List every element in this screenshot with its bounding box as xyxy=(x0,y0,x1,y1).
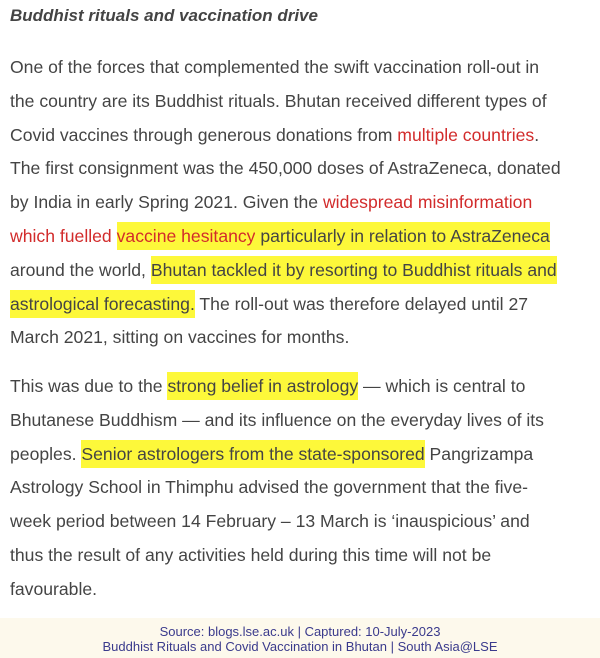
text-segment: thus the result of any activities held during this time will not be xyxy=(10,544,492,565)
text-segment: Bhutanese Buddhism — and its influence on the everyday lives of its xyxy=(10,409,544,430)
text-segment: favourable. xyxy=(10,578,98,599)
text-line xyxy=(10,438,544,472)
text-line xyxy=(10,51,561,85)
section-heading: Buddhist rituals and vaccination drive xyxy=(10,6,318,25)
text-line xyxy=(10,321,561,355)
source-caption: Source: blogs.lse.ac.uk | Captured: 10-July-2023 xyxy=(159,624,441,639)
text-line xyxy=(10,119,561,153)
text-line xyxy=(10,186,561,220)
capture-footer xyxy=(0,618,600,658)
text-line xyxy=(10,404,544,438)
highlighted-text: Bhutan tackled it by resorting to Buddhist rituals and xyxy=(151,256,557,284)
text-segment: the country are its Buddhist rituals. Bhutan received different types of xyxy=(10,90,547,111)
text-line xyxy=(10,152,561,186)
text-line xyxy=(10,539,544,573)
text-line xyxy=(10,254,561,288)
text-segment: March 2021, sitting on vaccines for months. xyxy=(10,327,350,348)
text-line xyxy=(10,471,544,505)
page-title-caption: Buddhist Rituals and Covid Vaccination in Bhutan | South Asia@LSE xyxy=(102,639,498,654)
text-line xyxy=(10,288,561,322)
paragraph-1 xyxy=(10,51,561,355)
text-segment: by India in early Spring 2021. Given the xyxy=(10,192,323,213)
text-line xyxy=(10,505,544,539)
text-segment: Covid vaccines through generous donations from xyxy=(10,124,398,145)
inline-link[interactable]: vaccine hesitancy xyxy=(117,222,256,250)
inline-link[interactable]: multiple countries xyxy=(397,124,535,145)
text-line xyxy=(10,220,561,254)
text-segment: Pangrizampa xyxy=(424,443,534,464)
inline-link[interactable]: widespread misinformation xyxy=(322,192,533,213)
text-line xyxy=(10,85,561,119)
text-segment: week period between 14 February – 13 March is ‘inauspicious’ and xyxy=(10,511,530,532)
text-segment: This was due to the xyxy=(10,376,168,396)
text-segment: One of the forces that complemented the swift vaccination roll-out in xyxy=(10,57,540,77)
text-segment: peoples. xyxy=(10,443,82,464)
text-segment: The roll-out was therefore delayed until 27 xyxy=(194,293,529,314)
text-segment: The first consignment was the 450,000 doses of AstraZeneca, donated xyxy=(10,158,561,179)
text-segment: — which is central to xyxy=(358,376,526,396)
text-segment: Astrology School in Thimphu advised the government that the five- xyxy=(10,477,529,498)
highlighted-text: Senior astrologers from the state-sponsored xyxy=(81,440,424,468)
inline-link[interactable]: which fuelled xyxy=(10,225,112,246)
text-line xyxy=(10,370,544,404)
highlighted-text: strong belief in astrology xyxy=(167,372,358,400)
paragraph-2 xyxy=(10,370,544,607)
text-segment xyxy=(112,226,117,246)
text-segment: around the world, xyxy=(10,259,151,280)
highlighted-text: particularly in relation to AstraZeneca xyxy=(255,222,549,250)
highlighted-text: astrological forecasting. xyxy=(10,290,195,318)
text-segment: . xyxy=(534,124,540,145)
text-line xyxy=(10,573,544,607)
